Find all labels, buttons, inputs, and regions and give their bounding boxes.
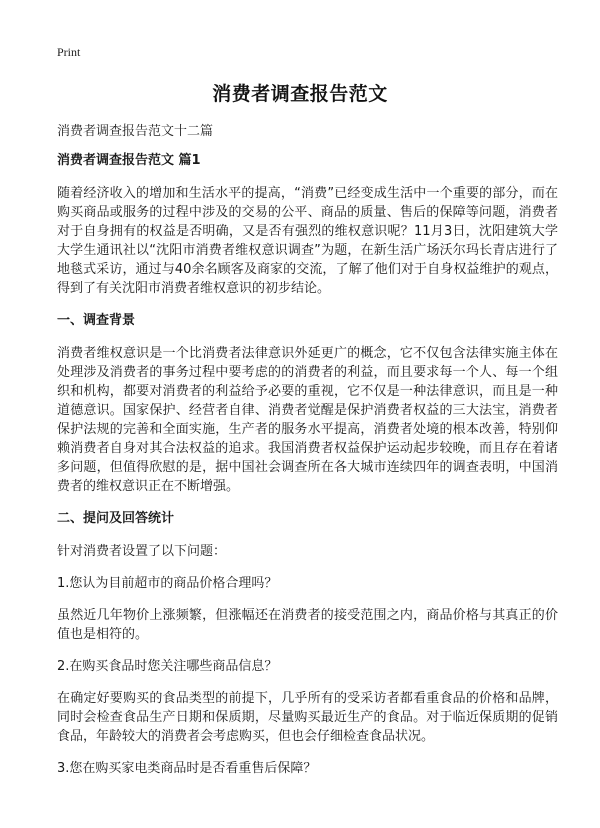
question-2: 2.在购买食品时您关注哪些商品信息？ [57,659,278,674]
article-heading: 消费者调查报告范文 篇1 [57,153,201,168]
document-subtitle: 消费者调查报告范文十二篇 [57,124,214,139]
print-link[interactable]: Print [57,45,81,59]
intro-paragraph: 随着经济收入的增加和生活水平的提高，“消费”已经变成生活中一个重要的部分，而在购买商品或服务的过程中涉及的交易的公平、商品的质量、售后的保障等问题，消费者对于自身拥有的权益是否明确，又是否有强烈的维权意识呢？11月3日，沈阳建筑大学大学生通讯社以“沈阳市消费者维权意识调查”为题，在新生活广场沃尔玛长青店进行了地毯式采访，通过与40余名顾客及商家的交流，了解了他们对于自身权益维护的观点，得到了有关沈阳市消费者维权意识的初步结论。 [57,186,558,296]
background-paragraph: 消费者维权意识是一个比消费者法律意识外延更广的概念，它不仅包含法律实施主体在处理涉及消费者的事务过程中要考虑的的消费者的利益，而且要求每一个人、每一个组织和机构，都要对消费者的利益给予必要的重视，它不仅是一种法律意识，而且是一种道德意识。国家保护、经营者自律、消费者觉醒是保护消费者权益的三大法宝，消费者保护法规的完善和全面实施，生产者的服务水平提高，消费者处境的根本改善，特别仰赖消费者自身对其合法权益的追求。我国消费者权益保护运动起步较晚，而且存在着诸多问题，但值得欣慰的是，据中国社会调查所在各大城市连续四年的调查表明，中国消费者的维权意识正在不断增强。 [57,346,558,494]
page-title: 消费者调查报告范文 [212,83,388,105]
section-heading-questions: 二、提问及回答统计 [57,511,175,526]
section-heading-background: 一、调查背景 [57,313,136,328]
document-body [57,151,558,791]
questions-intro: 针对消费者设置了以下问题： [57,544,227,559]
answer-2: 在确定好要购买的食品类型的前提下，几乎所有的受采访者都看重食品的价格和品牌，同时会检查食品生产日期和保质期，尽量购买最近生产的食品。对于临近保质期的促销食品，年龄较大的消费者会考虑购买，但也会仔细检查食品状况。 [57,691,558,744]
answer-1: 虽然近几年物价上涨频繁，但涨幅还在消费者的接受范围之内，商品价格与其真正的价值也是相符的。 [57,608,558,642]
question-1: 1.您认为目前超市的商品价格合理吗？ [57,576,278,591]
question-3: 3.您在购买家电类商品时是否看重售后保障？ [57,761,317,776]
